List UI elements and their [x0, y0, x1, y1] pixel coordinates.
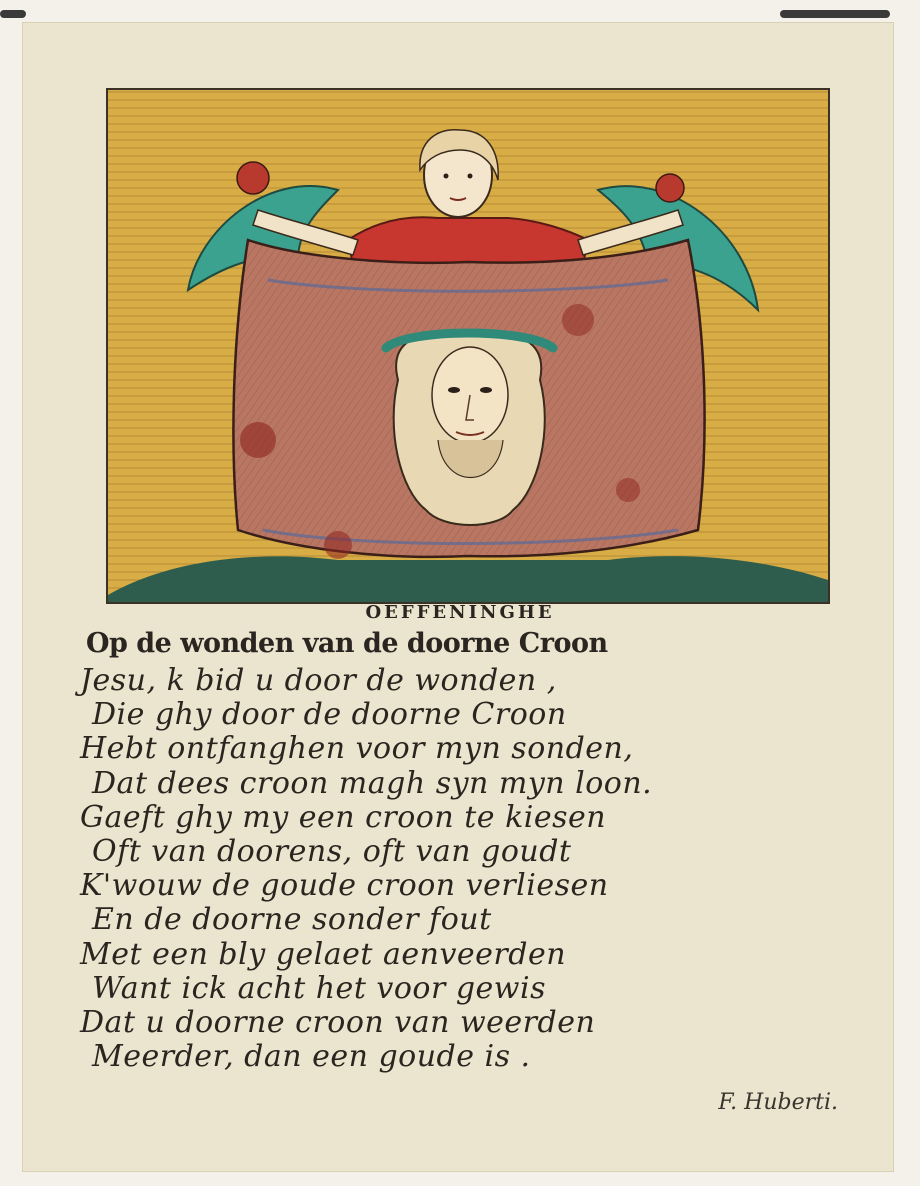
poem-line: En de doorne sonder fout: [92, 902, 492, 938]
poem-line: K'wouw de goude croon verliesen: [80, 868, 609, 904]
print-subheading: Op de wonden van de doorne Croon: [86, 628, 608, 659]
poem-line: Dat u doorne croon van weerden: [80, 1005, 596, 1041]
poem-line: Hebt ontfanghen voor myn sonden,: [80, 731, 634, 767]
poem-line: Die ghy door de doorne Croon: [92, 697, 567, 733]
print-heading: OEFFENINGHE: [365, 602, 555, 623]
veil-of-veronica-illustration: [108, 90, 828, 602]
veil-illustration: [106, 88, 830, 604]
right-orb-icon: [656, 174, 684, 202]
poem-line: Want ick acht het voor gewis: [92, 970, 546, 1006]
poem-line: Dat dees croon magh syn myn loon.: [92, 765, 653, 801]
poem-line: Oft van doorens, oft van goudt: [92, 834, 572, 870]
poem-line: Meerder, dan een goude is .: [92, 1039, 531, 1075]
edge-shadow-left: [0, 10, 26, 18]
poem: [80, 664, 652, 1074]
poem-line: Met een bly gelaet aenveerden: [80, 936, 567, 972]
edge-shadow-right: [780, 10, 890, 18]
left-orb-icon: [237, 162, 269, 194]
signature: F. Huberti.: [718, 1090, 838, 1115]
poem-line: Gaeft ghy my een croon te kiesen: [80, 799, 607, 835]
poem-line: Jesu, k bid u door de wonden ,: [80, 663, 557, 698]
